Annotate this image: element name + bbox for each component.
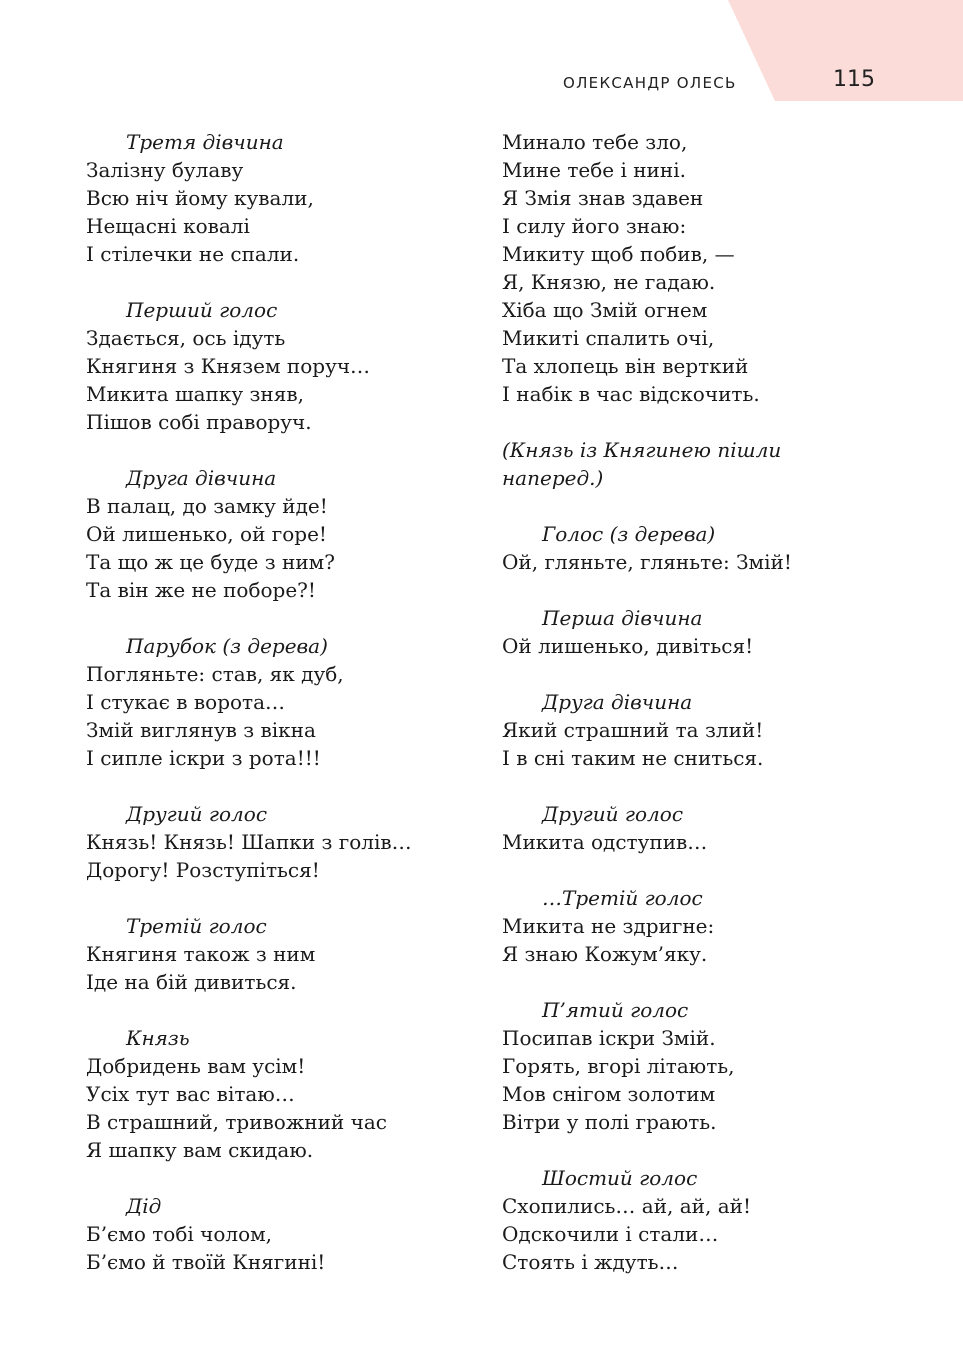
stanza xyxy=(86,632,506,772)
speaker-name: Другий голос xyxy=(126,802,268,826)
speaker-name: П’ятий голос xyxy=(542,998,689,1022)
verse-line: Хіба що Змій огнем xyxy=(502,298,708,322)
verse-line: Ой лишенько, дивіться! xyxy=(502,634,754,658)
stanza-gap xyxy=(502,968,922,996)
verse-line: Вітри у полі грають. xyxy=(502,1110,717,1134)
speaker-name: Князь xyxy=(126,1026,190,1050)
speaker-name: Голос (з дерева) xyxy=(542,522,716,546)
stanza xyxy=(86,800,506,884)
stanza-gap xyxy=(86,996,506,1024)
verse-line: Б’ємо тобі чолом, xyxy=(86,1222,273,1246)
verse-line: Микиті спалить очі, xyxy=(502,326,715,350)
verse-line: Та він же не поборе?! xyxy=(86,578,316,602)
verse-line: Мов снігом золотим xyxy=(502,1082,716,1106)
speaker-name: Перший голос xyxy=(126,298,278,322)
verse-line: Який страшний та злий! xyxy=(502,718,764,742)
verse-line: Залізну булаву xyxy=(86,158,244,182)
stanza-gap xyxy=(86,884,506,912)
stanza xyxy=(502,688,922,772)
stage-direction: (Князь із Княгинею пішли xyxy=(502,438,782,462)
verse-line: Мине тебе і нині. xyxy=(502,158,686,182)
speaker-name: Друга дівчина xyxy=(126,466,277,490)
verse-line: Добридень вам усім! xyxy=(86,1054,306,1078)
stanza xyxy=(502,884,922,968)
stanza-gap xyxy=(502,856,922,884)
verse-line: Одскочили і стали… xyxy=(502,1222,719,1246)
stanza xyxy=(86,1024,506,1164)
verse-line: Б’ємо й твоїй Княгині! xyxy=(86,1250,326,1274)
speaker-name: Шостий голос xyxy=(542,1166,698,1190)
verse-line: Микита одступив… xyxy=(502,830,708,854)
verse-line: Погляньте: став, як дуб, xyxy=(86,662,344,686)
speaker-name: Дід xyxy=(126,1194,162,1218)
stanza-gap xyxy=(502,660,922,688)
verse-line: Горять, вгорі літають, xyxy=(502,1054,735,1078)
stanza-gap xyxy=(86,268,506,296)
speaker-name: Третя дівчина xyxy=(126,130,284,154)
stanza-gap xyxy=(502,772,922,800)
speaker-name: Третій голос xyxy=(126,914,267,938)
verse-line: Дорогу! Розступіться! xyxy=(86,858,320,882)
verse-line: Я шапку вам скидаю. xyxy=(86,1138,314,1162)
verse-line: Я знаю Кожум’яку. xyxy=(502,942,708,966)
speaker-name: Другий голос xyxy=(542,802,684,826)
stanza xyxy=(86,464,506,604)
stanza-gap xyxy=(502,408,922,436)
stanza-gap xyxy=(502,576,922,604)
running-header-author: ОЛЕКСАНДР ОЛЕСЬ xyxy=(563,74,737,92)
stanza-gap xyxy=(502,492,922,520)
verse-line: Ой лишенько, ой горе! xyxy=(86,522,327,546)
verse-line: Та що ж це буде з ним? xyxy=(86,550,335,574)
stanza xyxy=(86,1192,506,1276)
verse-line: Пішов собі праворуч. xyxy=(86,410,312,434)
stanza-gap xyxy=(86,1164,506,1192)
verse-line: Посипав іскри Змій. xyxy=(502,1026,716,1050)
left-column xyxy=(86,128,506,1276)
verse-line: Схопились… ай, ай, ай! xyxy=(502,1194,751,1218)
verse-line: Княгиня з Князем поруч… xyxy=(86,354,371,378)
stanza xyxy=(502,1164,922,1276)
verse-line: Змій виглянув з вікна xyxy=(86,718,316,742)
right-column xyxy=(502,128,922,1276)
verse-line: Та хлопець він верткий xyxy=(502,354,749,378)
speaker-name: Друга дівчина xyxy=(542,690,693,714)
verse-line: В страшний, тривожний час xyxy=(86,1110,387,1134)
verse-line: І стукає в ворота… xyxy=(86,690,286,714)
stanza xyxy=(502,996,922,1136)
verse-line: І силу його знаю: xyxy=(502,214,687,238)
verse-line: Здається, ось ідуть xyxy=(86,326,286,350)
stanza xyxy=(502,436,922,492)
verse-line: І сипле іскри з рота!!! xyxy=(86,746,321,770)
stanza xyxy=(86,296,506,436)
stage-direction: наперед.) xyxy=(502,466,604,490)
verse-line: Я, Князю, не гадаю. xyxy=(502,270,716,294)
verse-line: Нещасні ковалі xyxy=(86,214,250,238)
stanza xyxy=(502,520,922,576)
page-number: 115 xyxy=(833,67,875,92)
verse-line: Іде на бій дивиться. xyxy=(86,970,297,994)
stanza xyxy=(86,912,506,996)
verse-line: Минало тебе зло, xyxy=(502,130,688,154)
verse-line: Микиту щоб побив, — xyxy=(502,242,735,266)
verse-line: І набік в час відскочить. xyxy=(502,382,760,406)
verse-line: В палац, до замку йде! xyxy=(86,494,328,518)
stanza xyxy=(502,604,922,660)
verse-line: Микита шапку зняв, xyxy=(86,382,304,406)
stanza xyxy=(502,128,922,408)
verse-line: Ой, гляньте, гляньте: Змій! xyxy=(502,550,792,574)
stanza-gap xyxy=(502,1136,922,1164)
stanza-gap xyxy=(86,772,506,800)
verse-line: І в сні таким не сниться. xyxy=(502,746,764,770)
verse-line: Стоять і ждуть… xyxy=(502,1250,679,1274)
verse-line: Усіх тут вас вітаю… xyxy=(86,1082,295,1106)
verse-line: Микита не здригне: xyxy=(502,914,715,938)
speaker-name: Парубок (з дерева) xyxy=(126,634,328,658)
verse-line: Всю ніч йому кували, xyxy=(86,186,314,210)
stanza xyxy=(502,800,922,856)
speaker-name: …Третій голос xyxy=(542,886,703,910)
verse-line: Я Змія знав здавен xyxy=(502,186,704,210)
verse-line: Князь! Князь! Шапки з голів… xyxy=(86,830,412,854)
verse-line: Княгиня також з ним xyxy=(86,942,316,966)
verse-line: І стілечки не спали. xyxy=(86,242,300,266)
speaker-name: Перша дівчина xyxy=(542,606,703,630)
stanza-gap xyxy=(86,436,506,464)
stanza xyxy=(86,128,506,268)
stanza-gap xyxy=(86,604,506,632)
